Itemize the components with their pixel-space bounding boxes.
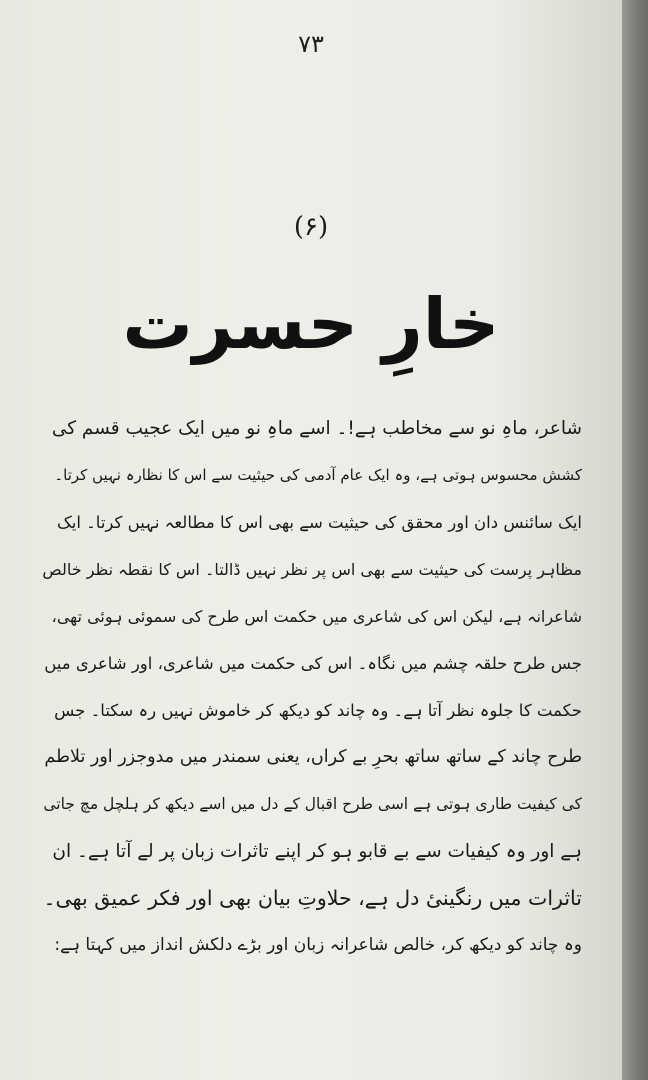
text-line: شاعرانہ ہے، لیکن اس کی شاعری میں حکمت اس طرح کی سموئی ہوئی تھی، xyxy=(51,607,582,626)
text-line: ہے اور وہ کیفیات سے بے قابو ہو کر اپنے تاثرات زبان پر لے آتا ہے۔ ان xyxy=(52,841,582,862)
page-number: ۷۳ xyxy=(298,30,324,58)
text-line: طرح چاند کے ساتھ ساتھ بحرِ بے کراں، یعنی سمندر میں مدوجزر اور تلاطم xyxy=(44,747,582,767)
body-paragraph xyxy=(42,405,582,969)
chapter-title: خارِ حسرت xyxy=(122,283,500,365)
text-line: تاثرات میں رنگینیٔ دل ہے، حلاوتِ بیان بھی اور فکر عمیق بھی۔ xyxy=(43,886,582,910)
page-edge-shadow xyxy=(622,0,648,1080)
text-line: مظاہر پرست کی حیثیت سے بھی اس پر نظر نہیں ڈالتا۔ اس کا نقطہ نظر خالص xyxy=(42,560,582,579)
bleed-through-text xyxy=(190,118,450,218)
text-line: حکمت کا جلوہ نظر آتا ہے۔ وہ چاند کو دیکھ کر خاموش نہیں رہ سکتا۔ جس xyxy=(54,701,582,720)
text-line: شاعر، ماہِ نو سے مخاطب ہے!۔ اسے ماہِ نو میں ایک عجیب قسم کی xyxy=(51,418,582,439)
chapter-number: (۶) xyxy=(293,212,329,242)
text-line: ایک سائنس دان اور محقق کی حیثیت سے بھی اس کا مطالعہ نہیں کرتا۔ ایک xyxy=(56,513,582,532)
text-line: کشش محسوس ہوتی ہے، وہ ایک عام آدمی کی حیثیت سے اس کا نظارہ نہیں کرتا۔ xyxy=(54,466,582,484)
text-line: وہ چاند کو دیکھ کر، خالص شاعرانہ زبان اور بڑے دلکش انداز میں کہتا ہے: xyxy=(54,935,582,955)
text-line: جس طرح حلقہ چشم میں نگاہ۔ اس کی حکمت میں شاعری، اور شاعری میں xyxy=(44,654,582,673)
text-line: کی کیفیت طاری ہوتی ہے اسی طرح اقبال کے دل میں اسے دیکھ کر ہلچل مچ جاتی xyxy=(43,795,582,813)
